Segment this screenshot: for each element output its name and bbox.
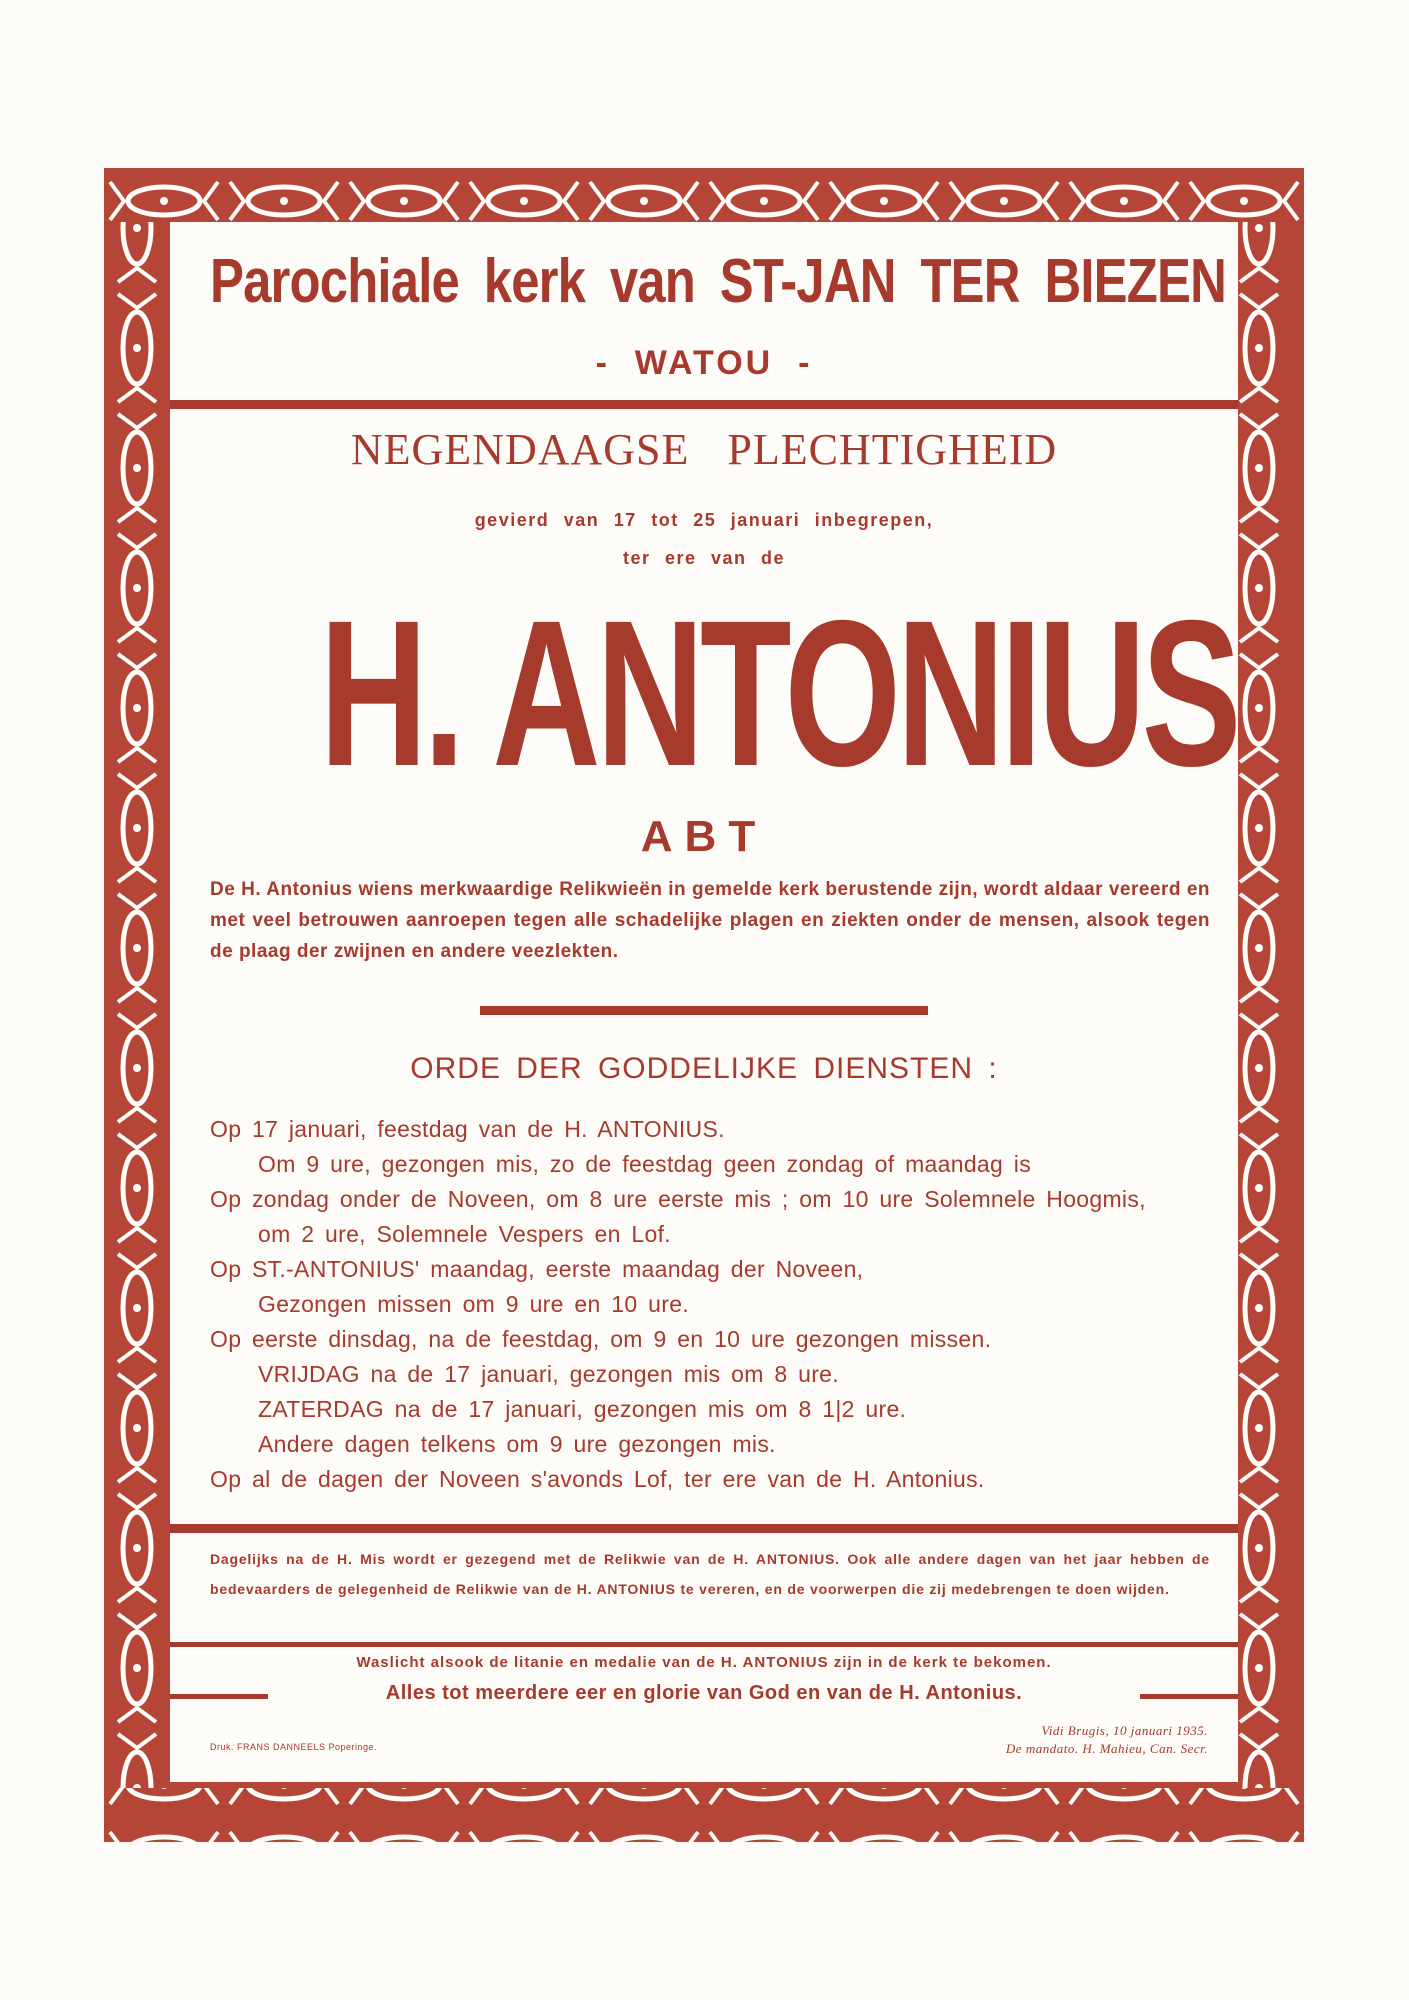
- divider-rule: [1140, 1694, 1238, 1699]
- service-line: VRIJDAG na de 17 januari, gezongen mis om 8 ure.: [258, 1361, 839, 1387]
- service-line: Op al de dagen der Noveen s'avonds Lof, ter ere van de H. Antonius.: [210, 1466, 985, 1492]
- divider-rule: [170, 400, 1238, 409]
- service-line: Andere dagen telkens om 9 ure gezongen mis.: [258, 1431, 776, 1457]
- approval-line: Vidi Brugis, 10 januari 1935.: [1041, 1723, 1208, 1738]
- ceremony-heading: NEGENDAAGSE PLECHTIGHEID: [350, 425, 1058, 474]
- approval-block: [1006, 1722, 1208, 1758]
- approval-line: De mandato. H. Mahieu, Can. Secr.: [1005, 1741, 1208, 1756]
- saint-name: H. ANTONIUS: [319, 578, 1238, 810]
- honor-line: ter ere van de: [622, 548, 786, 568]
- service-line: Op eerste dinsdag, na de feestdag, om 9 en 10 ure gezongen missen.: [210, 1326, 992, 1352]
- daily-blessing-note: Dagelijks na de H. Mis wordt er gezegend met de Relikwie van de H. ANTONIUS. Ook alle andere dagen van het jaar hebben de bedevaarders de gelegenheid de Relikwie van de H. ANTONIUS te vereren, en de voorwerpen die zij medebrengen te doen wijden.: [210, 1551, 1210, 1597]
- poster-content: [170, 222, 1238, 1782]
- service-line: Op 17 januari, feestdag van de H. ANTONIUS.: [210, 1116, 725, 1142]
- services-list: [210, 1112, 1210, 1497]
- closing-line: Alles tot meerdere eer en glorie van God en van de H. Antonius.: [385, 1682, 1023, 1704]
- divider-rule: [480, 1006, 928, 1015]
- service-line: Om 9 ure, gezongen mis, zo de feestdag geen zondag of maandag is: [258, 1151, 1031, 1177]
- service-line: Op zondag onder de Noveen, om 8 ure eerste mis ; om 10 ure Solemnele Hoogmis,: [210, 1186, 1146, 1212]
- services-heading: ORDE DER GODDELIJKE DIENSTEN :: [410, 1052, 998, 1085]
- dates-line: gevierd van 17 tot 25 januari inbegrepen,: [474, 510, 934, 530]
- divider-rule: [170, 1694, 268, 1699]
- saint-title: ABT: [640, 812, 768, 861]
- service-line: om 2 ure, Solemnele Vespers en Lof.: [258, 1221, 671, 1247]
- service-line: ZATERDAG na de 17 januari, gezongen mis om 8 1|2 ure.: [258, 1396, 907, 1422]
- intro-paragraph: De H. Antonius wiens merkwaardige Relikwieën in gemelde kerk berustende zijn, wordt aldaar vereerd en met veel betrouwen aanroepen tegen alle schadelijke plagen en ziekten onder de mensen, alsook tegen de plaag der zwijnen en andere veezlekten.: [210, 879, 1210, 962]
- service-line: Gezongen missen om 9 ure en 10 ure.: [258, 1291, 690, 1317]
- divider-rule: [170, 1524, 1238, 1533]
- litany-note: Waslicht alsook de litanie en medalie van de H. ANTONIUS zijn in de kerk te bekomen.: [356, 1654, 1052, 1671]
- parish-title: Parochiale kerk van ST-JAN TER BIEZEN: [210, 247, 1226, 316]
- location-subtitle: - WATOU -: [595, 344, 813, 382]
- service-line: Op ST.-ANTONIUS' maandag, eerste maandag der Noveen,: [210, 1256, 864, 1282]
- printer-credit: Druk. FRANS DANNEELS Poperinge.: [210, 1742, 378, 1752]
- divider-rule: [170, 1642, 1238, 1647]
